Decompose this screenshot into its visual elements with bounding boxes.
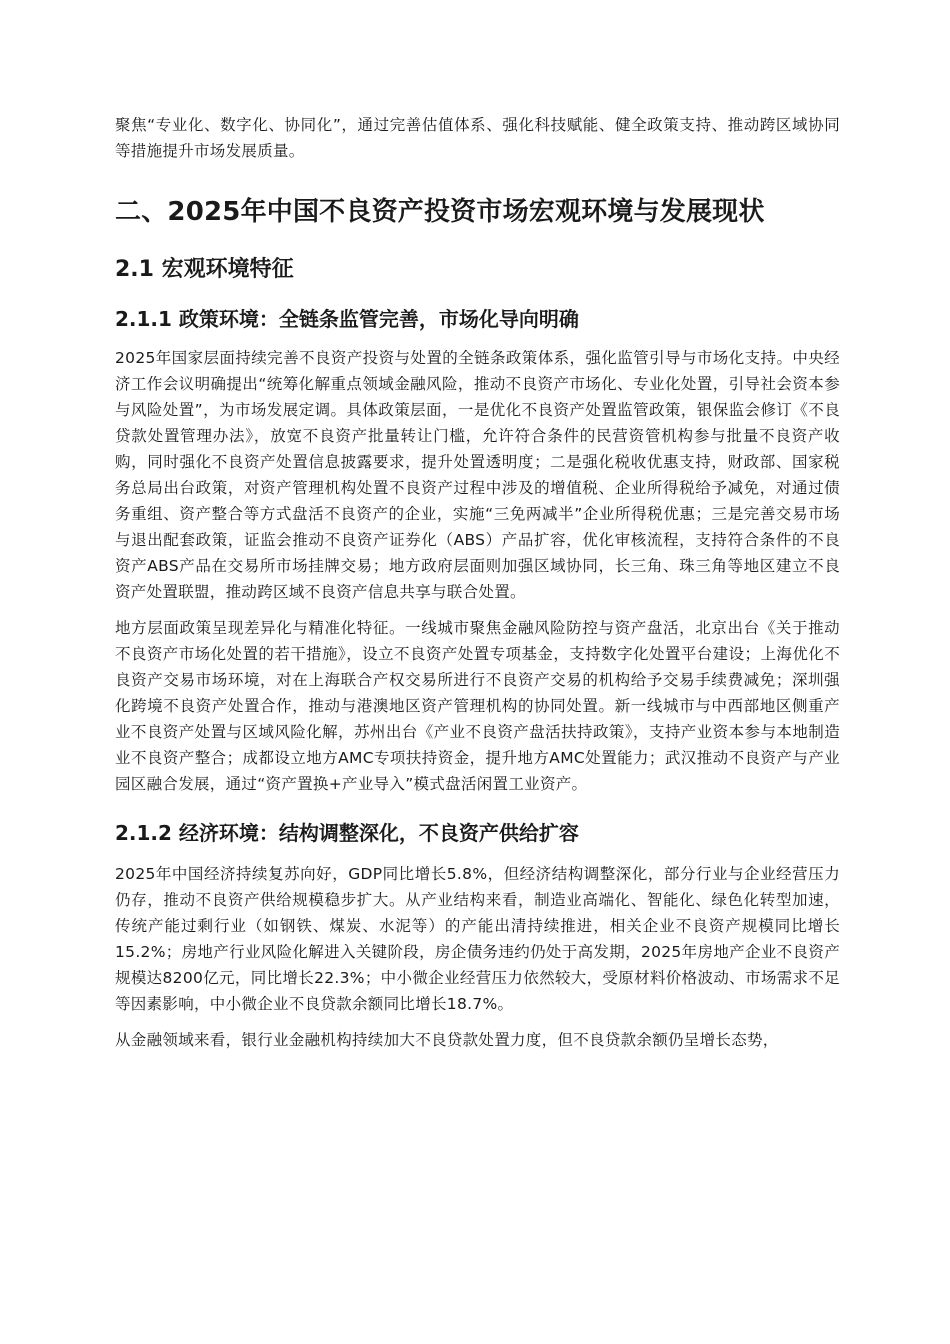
section-2-1-2-heading: 2.1.2 经济环境：结构调整深化，不良资产供给扩容 — [115, 821, 579, 845]
economy-paragraph-1: 2025年中国经济持续复苏向好，GDP同比增长5.8%，但经济结构调整深化，部分行业与企业经营压力仍存，推动不良资产供给规模稳步扩大。从产业结构来看，制造业高端化、智能化、绿色化转型加速，传统产能过剩行业（如钢铁、煤炭、水泥等）的产能出清持续推进，相关企业不良资产规模同比增长15.2%；房地产行业风险化解进入关键阶段，房企债务违约仍处于高发期，2025年房地产企业不良资产规模达8200亿元，同比增长22.3%；中小微企业经营压力依然较大，受原材料价格波动、市场需求不足等因素影响，中小微企业不良贷款余额同比增长18.7%。 — [115, 865, 840, 1013]
economy-paragraph-2: 从金融领域来看，银行业金融机构持续加大不良贷款处置力度，但不良贷款余额仍呈增长态势， — [115, 1031, 779, 1049]
section-2-1-heading: 2.1 宏观环境特征 — [115, 257, 294, 282]
section-2-heading: 二、2025年中国不良资产投资市场宏观环境与发展现状 — [115, 197, 765, 227]
intro-paragraph: 聚焦“专业化、数字化、协同化”，通过完善估值体系、强化科技赋能、健全政策支持、推动跨区域协同等措施提升市场发展质量。 — [115, 116, 840, 160]
policy-paragraph-1: 2025年国家层面持续完善不良资产投资与处置的全链条政策体系，强化监管引导与市场化支持。中央经济工作会议明确提出“统筹化解重点领域金融风险，推动不良资产市场化、专业化处置，引导社会资本参与风险处置”，为市场发展定调。具体政策层面，一是优化不良资产处置监管政策，银保监会修订《不良贷款处置管理办法》，放宽不良资产批量转让门槛，允许符合条件的民营资管机构参与批量不良资产收购，同时强化不良资产处置信息披露要求，提升处置透明度；二是强化税收优惠支持，财政部、国家税务总局出台政策，对资产管理机构处置不良资产过程中涉及的增值税、企业所得税给予减免，对通过债务重组、资产整合等方式盘活不良资产的企业，实施“三免两减半”企业所得税优惠；三是完善交易市场与退出配套政策，证监会推动不良资产证券化（ABS）产品扩容，优化审核流程，支持符合条件的不良资产ABS产品在交易所市场挂牌交易；地方政府层面则加强区域协同，长三角、珠三角等地区建立不良资产处置联盟，推动跨区域不良资产信息共享与联合处置。 — [115, 349, 840, 601]
document-page — [115, 112, 840, 1053]
section-2-1-1-heading: 2.1.1 政策环境：全链条监管完善，市场化导向明确 — [115, 307, 579, 331]
policy-paragraph-2: 地方层面政策呈现差异化与精准化特征。一线城市聚焦金融风险防控与资产盘活，北京出台《关于推动不良资产市场化处置的若干措施》，设立不良资产处置专项基金，支持数字化处置平台建设；上海优化不良资产交易市场环境，对在上海联合产权交易所进行不良资产交易的机构给予交易手续费减免；深圳强化跨境不良资产处置合作，推动与港澳地区资产管理机构的协同处置。新一线城市与中西部地区侧重产业不良资产处置与区域风险化解，苏州出台《产业不良资产盘活扶持政策》，支持产业资本参与本地制造业不良资产整合；成都设立地方AMC专项扶持资金，提升地方AMC处置能力；武汉推动不良资产与产业园区融合发展，通过“资产置换+产业导入”模式盘活闲置工业资产。 — [115, 619, 840, 793]
